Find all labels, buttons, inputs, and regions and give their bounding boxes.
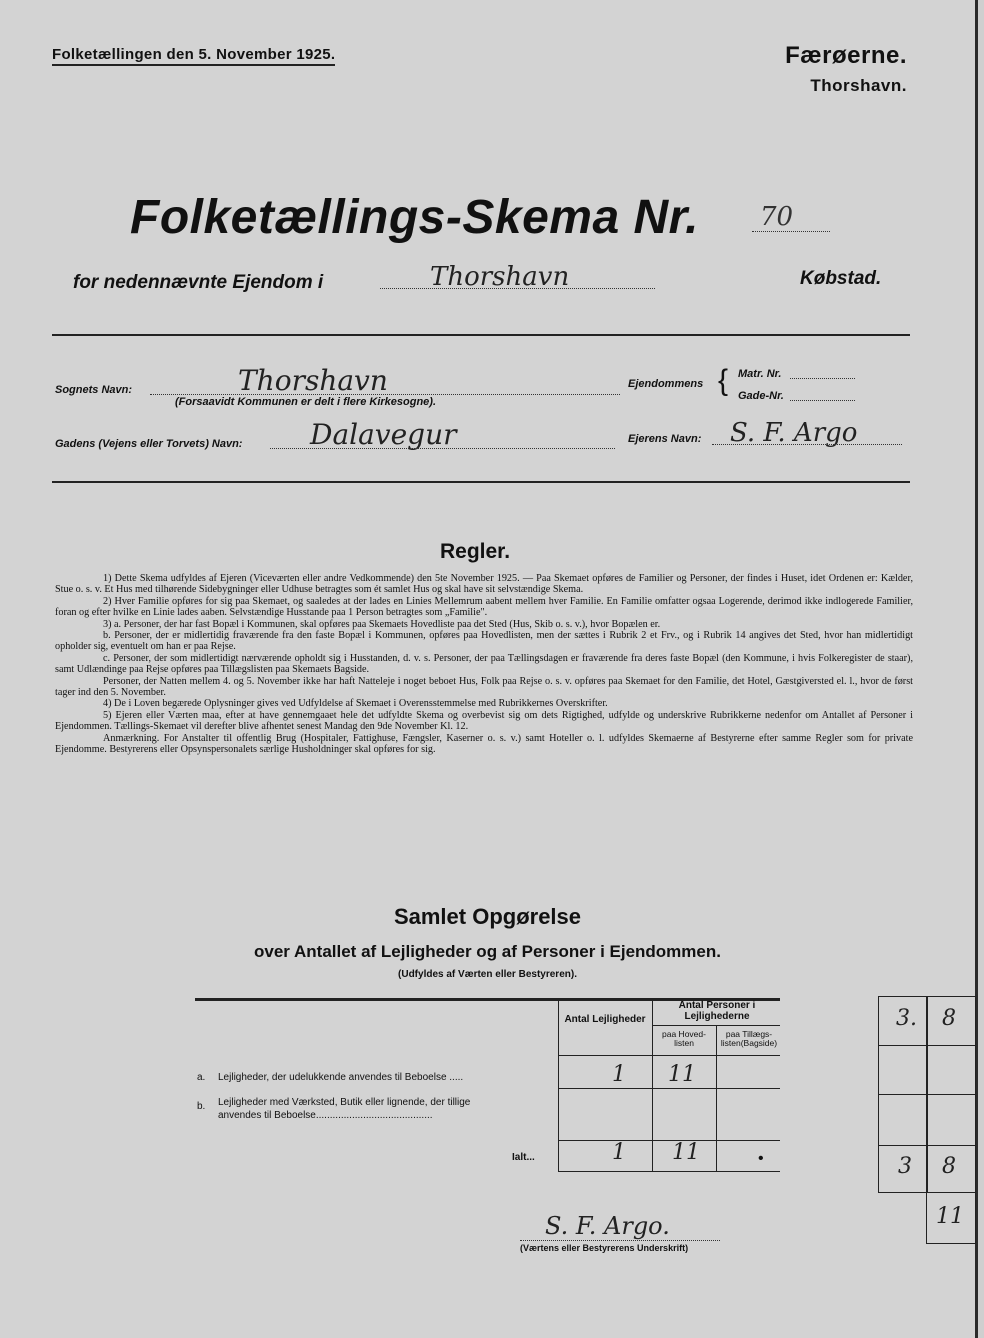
rule-paragraph: 5) Ejeren eller Værten maa, efter at have gennemgaaet hele det udfyldte Skema og overbevist sig om dets Rigtighed, udfylde og underskrive Rubrikkerne nedenfor om Antallet af Personer i Ejendommen. Tællings-Skemaet vil derefter blive afhentet senest Mandag den 9de November Kl. 12. (55, 709, 913, 733)
gade-nr-label: Gade-Nr. (738, 390, 784, 402)
brace-icon: { (718, 364, 729, 397)
side-r3-b: 8 (942, 1154, 956, 1179)
gade-handwritten: Dalavegur (310, 418, 457, 451)
side-box (926, 1045, 976, 1095)
ejendom-label: Ejendommens (628, 378, 704, 390)
ejer-handwritten: S. F. Argo (730, 418, 858, 448)
row-a-prefix: a. (197, 1072, 206, 1083)
table-col-line (558, 999, 559, 1172)
divider-bottom (52, 481, 910, 483)
row-ialt-lejligheder: 1 (612, 1140, 626, 1165)
matr-line (790, 378, 855, 379)
signature-handwritten: S. F. Argo. (545, 1212, 670, 1240)
summary-title: Samlet Opgørelse (393, 904, 582, 929)
table-row-line (558, 1088, 780, 1089)
regler-title: Regler. (440, 540, 511, 563)
property-label: for nedennævnte Ejendom i (73, 272, 324, 293)
rule-paragraph: c. Personer, der som midlertidigt nærværende opholdt sig i Husstanden, d. v. s. Personer, der paa Tællingsdagen er fraværende fra deres faste Bopæl (den Kommune, i hvis Folkeregister de staar), samt Udlændinge paa Rejse opføres paa Tillægslisten paa Skemaets Bagside. (55, 652, 913, 676)
col-tillaeg-header: paa Tillægs-listen(Bagside) (720, 1029, 778, 1048)
side-tally-grid (878, 996, 974, 1246)
sogn-note: (Forsaavidt Kommunen er delt i flere Kirkesogne). (175, 396, 437, 408)
rule-paragraph: 4) De i Loven begærede Oplysninger gives ved Udfyldelse af Skemaet i Overensstemmelse med Rubrikkernes Overskrifter. (103, 698, 608, 710)
town-header: Thorshavn. (810, 76, 907, 95)
divider-top (52, 334, 910, 336)
gade-line (270, 448, 615, 449)
side-box (926, 1094, 976, 1146)
row-ialt-label: Ialt... (512, 1152, 535, 1163)
table-row-line (558, 1140, 780, 1141)
rule-paragraph: Anmærkning. For Anstalter til offentlig Brug (Hospitaler, Fattighuse, Fængsler, Kaserner o. s. v.) samt Hoteller o. l. udfyldes Skemaerne af Bestyrerne efter samme Regler som for private Ejendomme. Bestyrerens eller Opsynspersonalets særlige Husholdninger skal opføres for sig. (55, 732, 913, 756)
summary-note: (Udfyldes af Værten eller Bestyreren). (398, 969, 577, 980)
sogn-line (150, 394, 620, 395)
ejer-line (712, 444, 902, 445)
row-b-prefix: b. (197, 1101, 206, 1112)
table-col-line (716, 1026, 717, 1172)
gade-label: Gadens (Vejens eller Torvets) Navn: (55, 438, 243, 450)
rule-paragraph: 3) a. Personer, der har fast Bopæl i Kommunen, skal opføres paa Skemaets Hovedliste paa det Sted (Hus, Skib o. s. v.), hvor Bopælen er. (103, 618, 661, 630)
rule-paragraph: Personer, der Natten mellem 4. og 5. November ikke har haft Natteleje i noget beboet Hus, Folk paa Rejse o. s. v. opføres paa Skemaet for den Familie, det Hotel, Gæstgiversted el. l., hvor de først tager ind den 5. November. (55, 675, 913, 699)
row-a-hovedliste: 11 (668, 1062, 696, 1087)
table-header-line (558, 1055, 780, 1056)
rule-paragraph: 1) Dette Skema udfyldes af Ejeren (Viceværten eller andre Vedkommende) den 5te November 1925. — Paa Skemaet opføres de Familier og Personer, der findes i Huset, idet Ordenen er: Kælder, Stue o. s. v. Et Hus med tilhørende Sidebygninger eller Udhuse betragtes som ét samlet Hus og skal have sit selvstændige Skema. (55, 573, 913, 596)
region-header: Færøerne. (785, 42, 907, 69)
regler-text (55, 573, 913, 756)
side-box (878, 1045, 928, 1095)
side-r1-b: 8 (942, 1006, 956, 1031)
side-r4-b: 11 (936, 1204, 964, 1229)
gade-nr-line (790, 400, 855, 401)
town-line (380, 288, 655, 289)
signature-line (520, 1240, 720, 1241)
summary-subtitle: over Antallet af Lejligheder og af Personer i Ejendommen. (254, 942, 721, 961)
col-lejligheder-header: Antal Lejligheder (564, 1014, 646, 1025)
table-bottom-line (558, 1171, 780, 1172)
row-b-label-2: anvendes til Beboelse.......................................... (218, 1110, 433, 1121)
side-box (878, 1094, 928, 1146)
kobstad-label: Købstad. (800, 268, 882, 289)
side-r1-a: 3. (896, 1006, 917, 1031)
number-line (752, 231, 830, 232)
side-r3-a: 3 (898, 1154, 912, 1179)
rule-paragraph: 2) Hver Familie opføres for sig paa Skemaet, og saaledes at der lades en Linies Mellemrum aabent mellem hver Familie. En Familie omfatter ogsaa Logerende, derimod ikke indlogerede Familier, foran og efter hvilke en Linie lades aaben. Selvstændige Husstande paa 1 Person betragtes som „Familie". (55, 595, 913, 619)
form-number: 70 (760, 202, 794, 232)
sogn-handwritten: Thorshavn (238, 364, 388, 397)
col-personer-header: Antal Personer i Lejlighederne (678, 1000, 756, 1022)
row-ialt-hovedliste: 11 (672, 1140, 700, 1165)
row-b-label-1: Lejligheder med Værksted, Butik eller lignende, der tillige (218, 1097, 471, 1108)
row-a-label: Lejligheder, der udelukkende anvendes til Beboelse ..... (218, 1072, 464, 1083)
census-date-header: Folketællingen den 5. November 1925. (52, 46, 335, 66)
ejer-label: Ejerens Navn: (628, 433, 702, 445)
col-hovedliste-header: paa Hoved-listen (662, 1029, 706, 1048)
row-a-lejligheder: 1 (612, 1062, 626, 1087)
signature-caption: (Værtens eller Bestyrerens Underskrift) (520, 1243, 689, 1253)
table-sub-line (652, 1025, 780, 1026)
town-handwritten: Thorshavn (430, 262, 570, 292)
form-title: Folketællings-Skema Nr. (130, 191, 700, 244)
matr-label: Matr. Nr. (738, 368, 782, 380)
rule-paragraph: b. Personer, der er midlertidig fraværende fra den faste Bopæl i Kommunen, opføres paa Hovedlisten, men der sættes i Rubrik 2 et Frv., og i Rubrik 14 angives det Sted, hvor han midlertidigt opholder sig, eventuelt om han er paa Rejse. (55, 630, 913, 653)
row-ialt-mark: • (758, 1150, 764, 1167)
sogn-label: Sognets Navn: (55, 384, 133, 396)
